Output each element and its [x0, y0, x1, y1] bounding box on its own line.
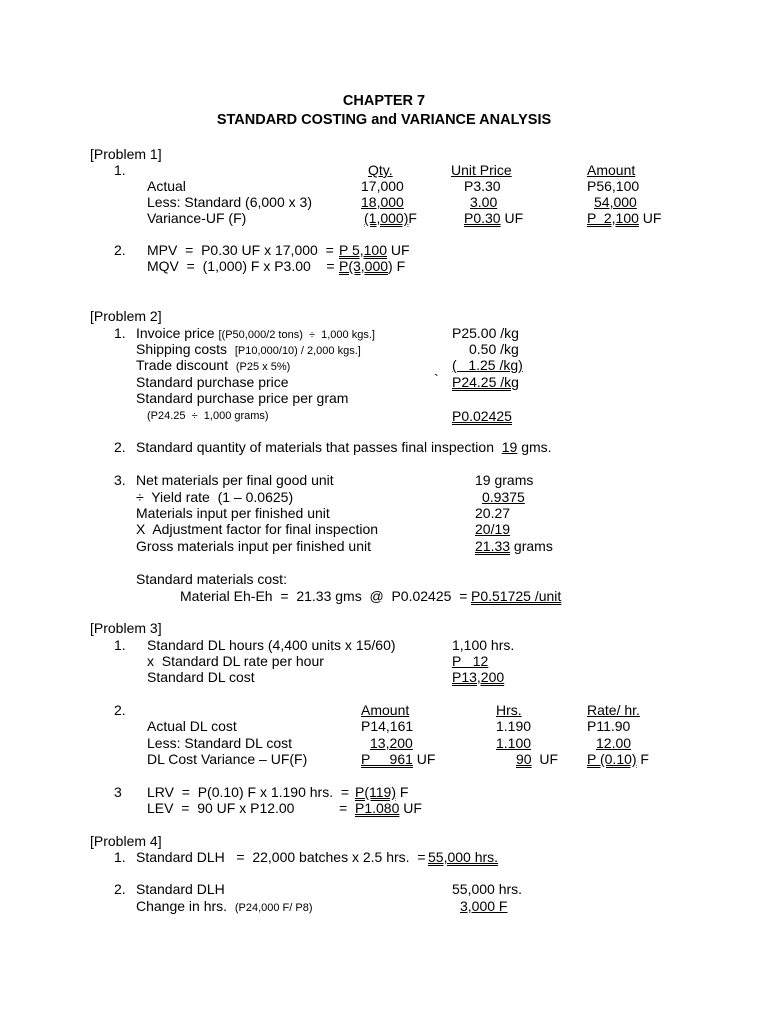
price-variance: P0.30	[464, 210, 501, 226]
yield-rate-label: ÷ Yield rate (1 – 0.0625)	[136, 489, 294, 505]
problem-3-header: [Problem 3]	[90, 620, 162, 636]
column-header-rate: Rate/ hr.	[587, 702, 640, 718]
std-dl-cost-value: P13,200	[452, 669, 505, 685]
chapter-heading: CHAPTER 7	[342, 93, 426, 109]
material-eh-formula: Material Eh-Eh = 21.33 gms @ P0.02425 =	[180, 588, 468, 604]
gross-materials-label: Gross materials input per finished unit	[136, 538, 371, 554]
standard-dlh-label: Standard DLH	[136, 881, 225, 897]
lrv-value: P(119)	[355, 784, 396, 800]
item-number: 3	[114, 784, 122, 800]
std-dl-hours-label: Standard DL hours (4,400 units x 15/60)	[147, 637, 396, 653]
unit-price-value: 3.00	[470, 194, 498, 210]
dl-variance-rate: P (0.10)	[587, 751, 637, 767]
gross-materials-unit: grams	[510, 538, 553, 554]
dl-variance-rate-suffix: F	[636, 751, 649, 767]
qty-value: 18,000	[361, 194, 404, 210]
std-dl-rate-label: x Standard DL rate per hour	[147, 653, 324, 669]
item-number: 1.	[114, 637, 126, 653]
amount-value: 13,200	[370, 735, 413, 751]
qty-variance: (1,000)	[364, 210, 409, 226]
invoice-note: [(P50,000/2 tons) ÷ 1,000 kgs.]	[218, 329, 375, 341]
standard-materials-cost-label: Standard materials cost:	[136, 571, 287, 587]
amount-variance: P 2,100	[587, 210, 639, 226]
gross-materials-value: 21.33	[475, 538, 511, 554]
trade-discount-note: (P25 x 5%)	[235, 361, 291, 373]
standard-dlh-value: 55,000 hrs.	[428, 849, 499, 865]
row-label: Less: Standard (6,000 x 3)	[147, 194, 312, 210]
hrs-value: 1.100	[496, 735, 532, 751]
quantity-passes-text: Standard quantity of materials that passes final inspection	[136, 439, 494, 455]
hrs-value: 1.190	[496, 718, 532, 734]
item-number: 2.	[114, 439, 126, 455]
item-number: 2.	[114, 242, 126, 258]
trade-discount-value: ( 1.25 /kg)	[452, 357, 523, 373]
item-number: 1.	[114, 849, 126, 865]
item-number: 2.	[114, 881, 126, 897]
adjustment-factor-value: 20/19	[475, 521, 511, 537]
material-eh-value: P0.51725 /unit	[471, 588, 562, 604]
lev-formula: LEV = 90 UF x P12.00	[147, 800, 295, 816]
row-label: Actual	[147, 178, 186, 194]
invoice-value: P25.00 /kg	[452, 325, 519, 341]
amount-value: 54,000	[594, 194, 637, 210]
invoice-label: Invoice price	[136, 325, 215, 341]
trade-discount-label: Trade discount	[136, 357, 229, 373]
std-dl-hours-value: 1,100 hrs.	[452, 637, 515, 653]
problem-1-header: [Problem 1]	[90, 146, 162, 162]
lev-value: P1.080	[355, 800, 400, 816]
shipping-value: 0.50 /kg	[469, 341, 519, 357]
tick-mark: `	[434, 371, 439, 387]
amount-value: P56,100	[587, 178, 640, 194]
item-number: 3.	[114, 472, 126, 488]
lev-equals: =	[339, 800, 348, 816]
column-header-unit-price: Unit Price	[451, 162, 512, 178]
standard-dlh-formula: Standard DLH = 22,000 batches x 2.5 hrs. =	[136, 849, 426, 865]
dl-variance-hrs-suffix: UF	[531, 751, 559, 767]
chapter-title: STANDARD COSTING and VARIANCE ANALYSIS	[216, 112, 552, 128]
column-header-amount: Amount	[587, 162, 636, 178]
unit-price-value: P3.30	[464, 178, 501, 194]
row-label: Less: Standard DL cost	[147, 735, 293, 751]
change-in-hrs-value: 3,000 F	[460, 898, 508, 914]
price-per-gram-label: Standard purchase price per gram	[136, 390, 349, 406]
standard-dlh-amount: 55,000 hrs.	[452, 881, 523, 897]
qty-value: 17,000	[361, 178, 404, 194]
qty-variance-suffix: F	[408, 210, 417, 226]
rate-value: P11.90	[587, 718, 631, 734]
dl-variance-amount-suffix: UF	[412, 751, 436, 767]
mpv-formula: MPV = P0.30 UF x 17,000 =	[147, 242, 334, 258]
net-materials-label: Net materials per final good unit	[136, 472, 334, 488]
problem-4-header: [Problem 4]	[90, 833, 162, 849]
dl-variance-amount: P 961	[361, 751, 413, 767]
mqv-suffix: ) F	[388, 258, 406, 274]
price-per-gram-value: P0.02425	[452, 408, 512, 424]
mqv-formula: MQV = (1,000) F x P3.00 =	[147, 258, 335, 274]
mpv-value: P 5,100	[339, 242, 388, 258]
shipping-label: Shipping costs	[136, 341, 228, 357]
std-dl-cost-label: Standard DL cost	[147, 669, 255, 685]
price-per-gram-note: (P24.25 ÷ 1,000 grams)	[147, 410, 269, 422]
shipping-note: [P10,000/10) / 2,000 kgs.]	[234, 345, 361, 357]
yield-rate-value: 0.9375	[482, 489, 525, 505]
lrv-formula: LRV = P(0.10) F x 1.190 hrs. =	[147, 784, 350, 800]
change-in-hrs-label: Change in hrs.	[136, 898, 228, 914]
amount-variance-suffix: UF	[638, 210, 662, 226]
std-dl-rate-value: P 12	[452, 653, 489, 669]
mpv-suffix: UF	[387, 242, 410, 258]
lrv-suffix: F	[395, 784, 409, 800]
quantity-passes-unit: gms.	[517, 439, 552, 455]
row-label: Actual DL cost	[147, 718, 237, 734]
amount-value: P14,161	[361, 718, 414, 734]
problem-2-header: [Problem 2]	[90, 308, 162, 324]
column-header-qty: Qty.	[368, 162, 393, 178]
price-variance-suffix: UF	[500, 210, 524, 226]
column-header-hrs: Hrs.	[496, 702, 522, 718]
item-number: 1.	[114, 162, 126, 178]
quantity-passes-value: 19	[501, 439, 518, 455]
row-label: DL Cost Variance – UF(F)	[147, 751, 308, 767]
item-number: 1.	[114, 325, 126, 341]
standard-purchase-price-label: Standard purchase price	[136, 374, 289, 390]
dl-variance-hrs: 90	[516, 751, 532, 767]
lev-suffix: UF	[399, 800, 422, 816]
column-header-amount: Amount	[361, 702, 410, 718]
rate-value: 12.00	[596, 735, 632, 751]
net-materials-value: 19 grams	[475, 472, 534, 488]
materials-input-value: 20.27	[475, 505, 511, 521]
adjustment-factor-label: X Adjustment factor for final inspection	[136, 521, 379, 537]
change-in-hrs-note: (P24,000 F/ P8)	[234, 902, 313, 914]
item-number: 2.	[114, 702, 126, 718]
mqv-value: P(3,000	[339, 258, 389, 274]
materials-input-label: Materials input per finished unit	[136, 505, 330, 521]
standard-purchase-price-value: P24.25 /kg	[452, 374, 519, 390]
row-label: Variance-UF (F)	[147, 210, 247, 226]
